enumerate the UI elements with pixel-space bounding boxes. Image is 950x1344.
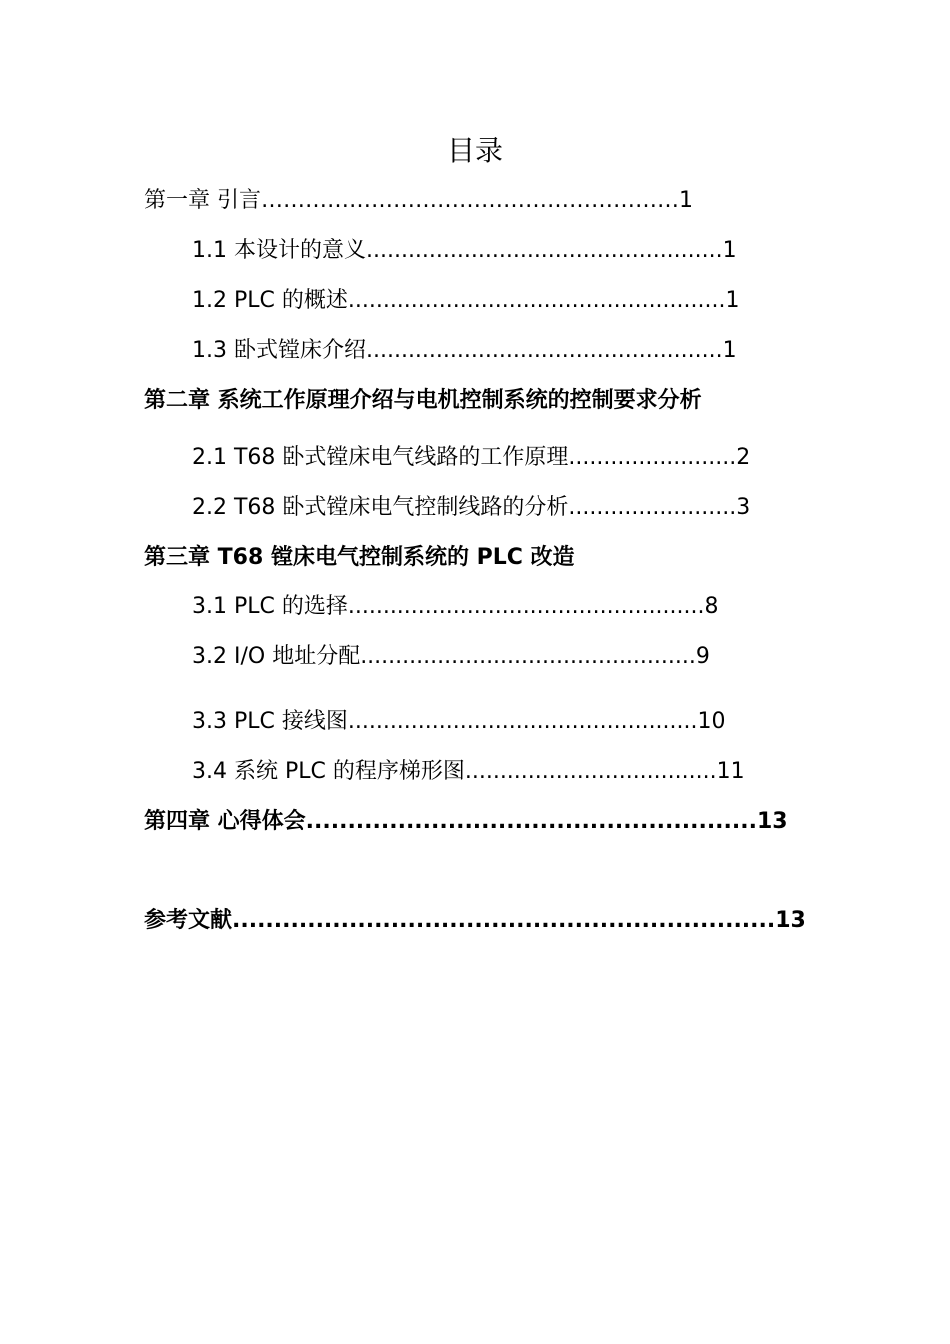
toc-entry-3-3[interactable]: 3.3 PLC 接线图..................................................10: [192, 709, 726, 734]
toc-entry-chapter-1[interactable]: 第一章 引言…………………………………………………1: [144, 188, 693, 213]
toc-entry-2-1[interactable]: 2.1 T68 卧式镗床电气线路的工作原理........................2: [192, 445, 751, 470]
toc-entry-references[interactable]: 参考文献.................................................................13: [144, 908, 806, 933]
toc-entry-3-2[interactable]: 3.2 I/O 地址分配................................................9: [192, 644, 710, 669]
toc-title: 目录: [446, 134, 503, 167]
toc-entry-3-4[interactable]: 3.4 系统 PLC 的程序梯形图....................................11: [192, 759, 745, 784]
toc-entry-3-1[interactable]: 3.1 PLC 的选择...................................................8: [192, 594, 719, 619]
toc-entry-chapter-4[interactable]: 第四章 心得体会......................................................13: [144, 809, 788, 834]
toc-entry-chapter-2[interactable]: 第二章 系统工作原理介绍与电机控制系统的控制要求分析: [144, 388, 702, 413]
toc-entry-1-2[interactable]: 1.2 PLC 的概述......................................................1: [192, 288, 740, 313]
toc-entry-1-1[interactable]: 1.1 本设计的意义...................................................1: [192, 238, 737, 263]
toc-entry-2-2[interactable]: 2.2 T68 卧式镗床电气控制线路的分析........................3: [192, 495, 751, 520]
toc-entry-chapter-3[interactable]: 第三章 T68 镗床电气控制系统的 PLC 改造: [144, 545, 575, 570]
toc-entry-1-3[interactable]: 1.3 卧式镗床介绍...................................................1: [192, 338, 737, 363]
